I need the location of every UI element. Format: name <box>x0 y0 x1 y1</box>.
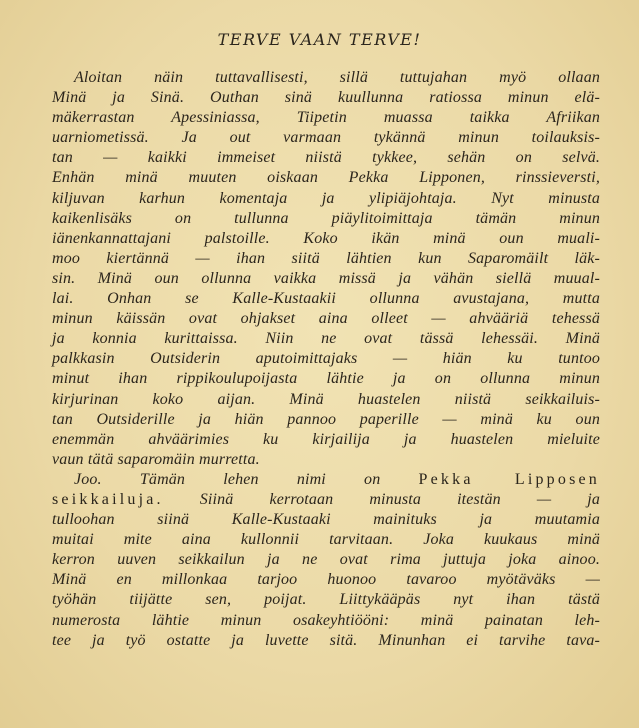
text-line: tan Outsiderille ja hiän pannoo paperille — minä ku oun <box>52 410 600 428</box>
text-line: kaikenlisäks on tullunna piäylitoimittaja tämän minun <box>52 209 600 227</box>
text-line: numerosta lähtie minun osakeyhtiööni: minä painatan leh- <box>52 611 600 629</box>
text-line: minut ihan rippikoulupoijasta lähtie ja on ollunna minun <box>52 370 600 388</box>
text-line: tulloohan siinä Kalle-Kustaaki mainituks ja muutamia <box>52 511 600 529</box>
paragraph-2 <box>52 470 600 651</box>
spaced-title-name: Pekka Lipposen <box>418 470 601 488</box>
text-line: lai. Onhan se Kalle-Kustaakii ollunna avustajana, mutta <box>52 290 600 308</box>
text-line: minun käissän ovat ohjakset aina olleet — ahvääriä tehessä <box>52 310 600 328</box>
paragraph-1 <box>52 68 600 470</box>
text-line: palkkasin Outsiderin aputoimittajaks — hiän ku tuntoo <box>52 350 600 368</box>
text-line: Aloitan näin tuttavallisesti, sillä tuttujahan myö ollaan <box>74 69 600 86</box>
text-line <box>52 470 600 490</box>
text-line: moo kiertännä — ihan siitä lähtien kun Saparomäilt läk- <box>52 249 600 267</box>
text-line: enemmän ahväärimies ku kirjailija ja huastelen mieluite <box>52 430 600 448</box>
text-line: Minä ja Sinä. Outhan sinä kuullunna ratiossa minun elä- <box>52 89 600 107</box>
text-line: tee ja työ ostatte ja luvette sitä. Minunhan ei tarvihe tava- <box>52 631 600 649</box>
text-line: kirjurinan koko aijan. Minä huastelen niistä seikkailuis- <box>52 390 600 408</box>
text-line: työhän tiijätte sen, poijat. Liittykääpäs nyt ihan tästä <box>52 591 600 609</box>
text-line: vaun tätä saparomäin murretta. <box>52 450 260 468</box>
text-fragment: Siinä kerrotaan minusta itestän — ja <box>199 490 600 508</box>
text-line: kiljuvan karhun komentaja ja ylipiäjohtaja. Nyt minusta <box>52 189 600 207</box>
text-line: Minä en millonkaa tarjoo huonoo tavaroo myötäväks — <box>52 571 600 589</box>
text-line: muitai mite aina kullonnii tarvitaan. Joka kuukaus minä <box>52 531 600 549</box>
text-line: tan — kaikki immeiset niistä tykkee, sehän on selvä. <box>52 149 600 167</box>
text-line: kerron uuven seikkailun ja ne ovat rima juttuja joka ainoo. <box>52 551 600 569</box>
text-line: Enhän minä muuten oiskaan Pekka Lipponen, rinssieversti, <box>52 169 600 187</box>
page-title: TERVE VAAN TERVE! <box>217 30 422 49</box>
text-line: iänenkannattajani palstoille. Koko ikän minä oun muali- <box>52 229 600 247</box>
article-body <box>52 68 600 651</box>
spaced-title-word: seikkailuja. <box>52 490 164 508</box>
text-line: ja konnia kurittaissa. Niin ne ovat tässä lehessäi. Minä <box>52 330 600 348</box>
text-line: uarniometissä. Ja out varmaan tykännä minun toilauksis- <box>52 129 600 147</box>
text-line <box>52 490 600 510</box>
text-line: mäkerrastan Apessiniassa, Tiipetin muassa taikka Afriikan <box>52 109 600 127</box>
text-fragment: Joo. Tämän lehen nimi on <box>74 470 381 488</box>
text-line: sin. Minä oun ollunna vaikka missä ja vähän siellä muual- <box>52 269 600 287</box>
